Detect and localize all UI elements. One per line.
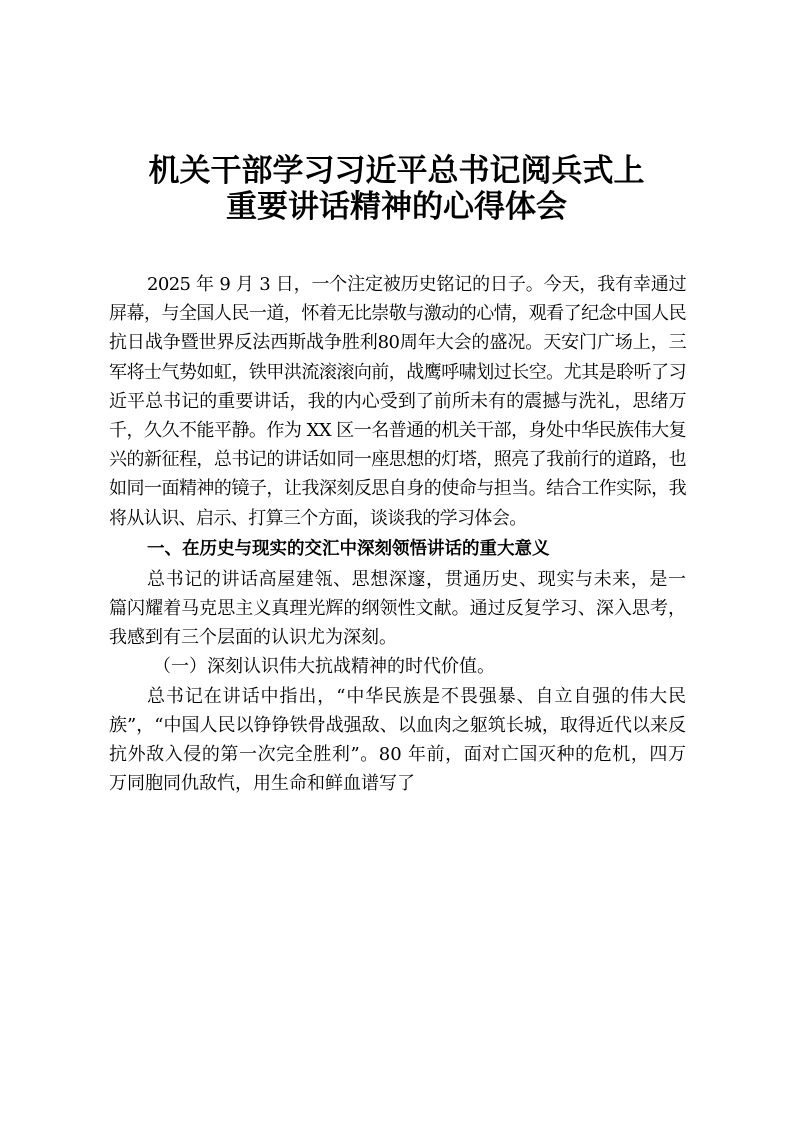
subsection-1-paragraph: 总书记在讲话中指出，“中华民族是不畏强暴、自立自强的伟大民族”，“中国人民以铮铮铁骨战强敌、以血肉之躯筑长城，取得近代以来反抗外敌入侵的第一次完全胜利”。80 年前，面对亡国灭种的危机，四万万同胞同仇敌忾，用生命和鲜血谱写了 [109,685,686,795]
document-title-line-2: 重要讲话精神的心得体会 [226,189,567,225]
document-body [109,270,686,798]
section-heading-1: 一、在历史与现实的交汇中深刻领悟讲话的重大意义 [147,538,550,559]
intro-paragraph: 2025 年 9 月 3 日，一个注定被历史铭记的日子。今天，我有幸通过屏幕，与全国人民一道，怀着无比崇敬与激动的心情，观看了纪念中国人民抗日战争暨世界反法西斯战争胜利80周年大会的盛况。天安门广场上，三军将士气势如虹，铁甲洪流滚滚向前，战鹰呼啸划过长空。尤其是聆听了习近平总书记的重要讲话，我的内心受到了前所未有的震撼与洗礼，思绪万千，久久不能平静。作为 XX 区一名普通的机关干部，身处中华民族伟大复兴的新征程，总书记的讲话如同一座思想的灯塔，照亮了我前行的道路，也如同一面精神的镜子，让我深刻反思自身的使命与担当。结合工作实际，我将从认识、启示、打算三个方面，谈谈我的学习体会。 [109,274,686,529]
subsection-heading-1: （一）深刻认识伟大抗战精神的时代价值。 [153,656,495,678]
document-title-line-1: 机关干部学习习近平总书记阅兵式上 [148,153,645,189]
section-1-paragraph: 总书记的讲话高屋建瓴、思想深邃，贯通历史、现实与未来，是一篇闪耀着马克思主义真理光辉的纲领性文献。通过反复学习、深入思考，我感到有三个层面的认识尤为深刻。 [109,568,686,649]
